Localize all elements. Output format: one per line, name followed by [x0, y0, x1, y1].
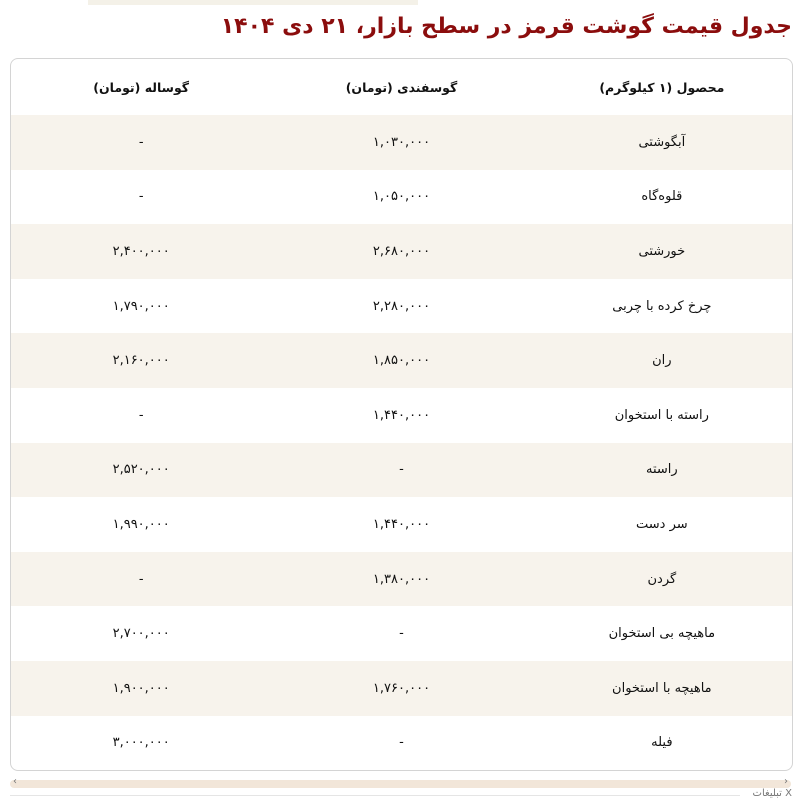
cell-product: راسته با استخوان — [614, 407, 709, 423]
cell-calf-price: ۲,۷۰۰,۰۰۰ — [112, 626, 170, 642]
table-row — [11, 606, 792, 661]
cell-calf-price: - — [138, 571, 144, 587]
cell-calf-price: ۲,۴۰۰,۰۰۰ — [112, 243, 170, 259]
cell-sheep-price: ۱,۸۵۰,۰۰۰ — [372, 353, 431, 369]
table-header-row — [11, 59, 792, 115]
cell-sheep-price: - — [399, 462, 404, 478]
top-banner-edge — [88, 0, 418, 5]
cell-product: سر دست — [636, 516, 688, 532]
cell-product: آبگوشتی — [638, 134, 686, 150]
table-row — [11, 224, 792, 279]
cell-calf-price: ۳,۰۰۰,۰۰۰ — [112, 735, 170, 751]
cell-product: راسته — [645, 462, 678, 478]
cell-calf-price: - — [138, 134, 144, 150]
table-row — [11, 170, 792, 225]
scroll-right-arrow[interactable]: › — [784, 776, 788, 787]
cell-product: ران — [652, 353, 672, 369]
cell-calf-price: ۲,۵۲۰,۰۰۰ — [112, 462, 170, 478]
cell-sheep-price: ۲,۶۸۰,۰۰۰ — [372, 243, 431, 259]
ads-close-button[interactable]: X — [785, 788, 792, 799]
table-row — [11, 388, 792, 443]
cell-product: ماهیچه با استخوان — [612, 680, 712, 696]
cell-sheep-price: ۱,۰۵۰,۰۰۰ — [372, 189, 431, 205]
horizontal-scrollbar[interactable] — [10, 776, 791, 788]
price-table — [10, 58, 793, 771]
table-row — [11, 497, 792, 552]
cell-sheep-price: ۲,۲۸۰,۰۰۰ — [372, 298, 431, 314]
header-calf: گوساله (تومان) — [93, 79, 190, 95]
scroll-left-arrow[interactable]: ‹ — [13, 776, 17, 787]
ads-divider — [10, 795, 740, 796]
cell-product: قلوه‌گاه — [641, 189, 683, 205]
cell-product: چرخ کرده با چربی — [612, 298, 712, 314]
cell-calf-price: ۱,۹۰۰,۰۰۰ — [112, 680, 170, 696]
table-row — [11, 333, 792, 388]
table-row — [11, 279, 792, 334]
table-row — [11, 661, 792, 716]
cell-calf-price: - — [138, 189, 144, 205]
table-row — [11, 716, 792, 771]
cell-product: ماهیچه بی استخوان — [608, 626, 716, 642]
ads-label: X تبلیغات — [752, 788, 792, 799]
cell-calf-price: ۱,۹۹۰,۰۰۰ — [112, 516, 170, 532]
cell-sheep-price: ۱,۴۴۰,۰۰۰ — [372, 516, 431, 532]
cell-product: خورشتی — [638, 243, 686, 259]
table-row — [11, 443, 792, 498]
table-row — [11, 552, 792, 607]
cell-calf-price: ۲,۱۶۰,۰۰۰ — [112, 353, 170, 369]
cell-product: فیله — [651, 735, 673, 751]
cell-sheep-price: - — [399, 735, 404, 751]
cell-calf-price: - — [138, 407, 144, 423]
header-sheep: گوسفندی (تومان) — [345, 79, 458, 95]
header-product: محصول (۱ کیلوگرم) — [599, 79, 725, 95]
cell-sheep-price: - — [399, 626, 404, 642]
cell-calf-price: ۱,۷۹۰,۰۰۰ — [112, 298, 170, 314]
page-title: جدول قیمت گوشت قرمز در سطح بازار، ۲۱ دی ۱۴۰۴ — [220, 14, 792, 39]
cell-product: گردن — [647, 571, 677, 587]
cell-sheep-price: ۱,۳۸۰,۰۰۰ — [372, 571, 431, 587]
cell-sheep-price: ۱,۷۶۰,۰۰۰ — [372, 680, 431, 696]
cell-sheep-price: ۱,۴۴۰,۰۰۰ — [372, 407, 431, 423]
cell-sheep-price: ۱,۰۳۰,۰۰۰ — [372, 134, 431, 150]
table-row — [11, 115, 792, 170]
